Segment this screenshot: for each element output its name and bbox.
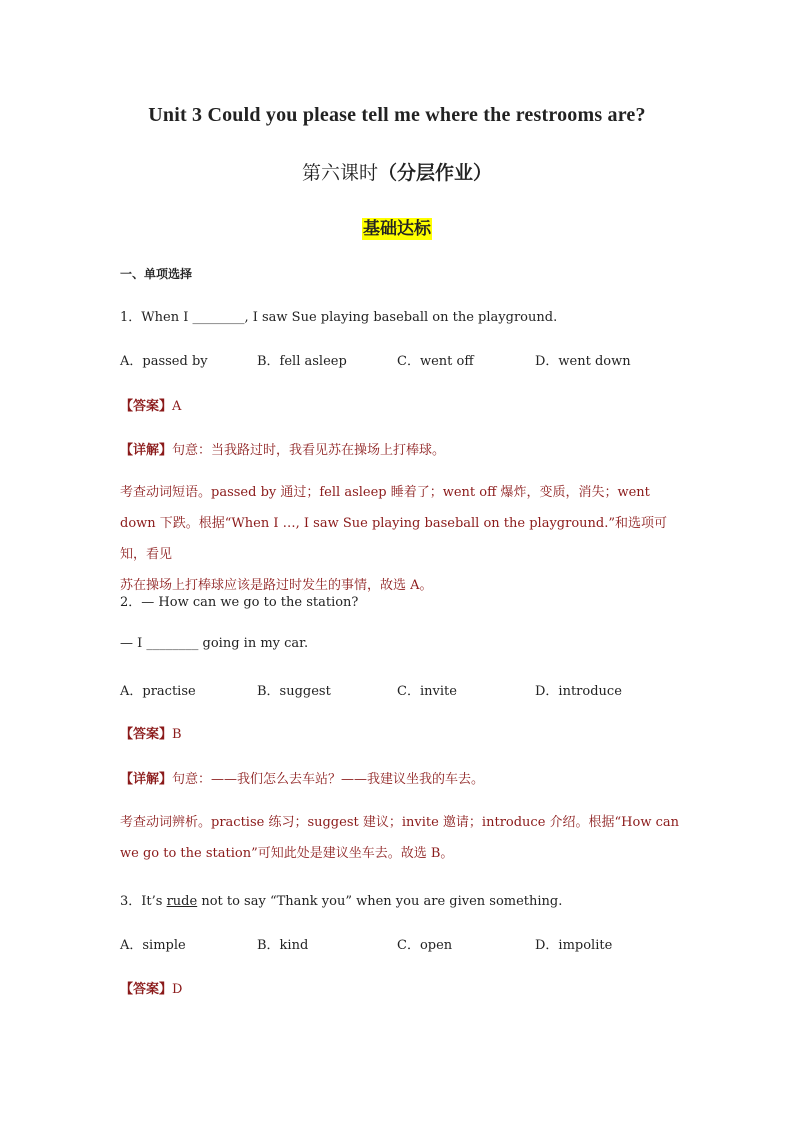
q3-option-a: A．simple xyxy=(120,938,186,953)
q3-stem-end: not to say “Thank you” when you are given something. xyxy=(197,894,563,909)
q1-explanation xyxy=(120,477,680,601)
lesson-type: （分层作业） xyxy=(378,162,493,184)
answer-tag: 【答案】 xyxy=(120,727,173,742)
answer-tag: 【答案】 xyxy=(120,982,173,997)
q1-option-c: C．went off xyxy=(397,354,474,369)
q2-explanation xyxy=(120,807,680,869)
level-label: 基础达标 xyxy=(363,219,431,239)
detail-tag: 【详解】 xyxy=(120,443,173,458)
level-heading xyxy=(0,214,794,239)
page-title: Unit 3 Could you please tell me where the restrooms are? xyxy=(148,104,646,126)
q2-detail-text: 句意：——我们怎么去车站？——我建议坐我的车去。 xyxy=(172,772,485,787)
q1-option-a: A．passed by xyxy=(120,354,208,369)
q1-stem: 1．When I ________, I saw Sue playing baseball on the playground. xyxy=(120,310,558,325)
q1-detail xyxy=(120,439,445,458)
section-heading: 一、单项选择 xyxy=(120,267,193,281)
answer-tag: 【答案】 xyxy=(120,399,173,414)
q2-stem-line-1: 2．— How can we go to the station? xyxy=(120,595,359,610)
q2-option-a: A．practise xyxy=(120,684,196,699)
q1-detail-text: 句意：当我路过时，我看见苏在操场上打棒球。 xyxy=(172,443,446,458)
detail-tag: 【详解】 xyxy=(120,772,173,787)
q2-option-d: D．introduce xyxy=(535,684,622,699)
q1-explanation-line-1: 考查动词短语。passed by 通过；fell asleep 睡着了；went off 爆炸，变质，消失；went xyxy=(120,485,650,500)
q1-explanation-line-3: 苏在操场上打棒球应该是路过时发生的事情，故选 A。 xyxy=(120,578,433,593)
lesson-number: 第六课时 xyxy=(301,162,378,184)
lesson-subtitle xyxy=(0,158,794,185)
q3-option-c: C．open xyxy=(397,938,453,953)
q3-stem xyxy=(120,890,562,909)
q2-detail xyxy=(120,768,484,787)
q3-answer-value: D xyxy=(172,982,183,997)
q1-option-d: D．went down xyxy=(535,354,631,369)
q3-option-b: B．kind xyxy=(257,938,309,953)
q1-answer xyxy=(120,395,181,414)
q3-option-d: D．impolite xyxy=(535,938,613,953)
q1-answer-value: A xyxy=(172,399,182,414)
q1-option-b: B．fell asleep xyxy=(257,354,347,369)
q3-stem-start: 3．It’s xyxy=(120,894,167,909)
q2-answer-value: B xyxy=(172,727,182,742)
q3-answer xyxy=(120,978,182,997)
q3-underlined-word: rude xyxy=(166,894,198,909)
q2-option-c: C．invite xyxy=(397,684,457,699)
q2-answer xyxy=(120,723,182,742)
q2-stem-line-2: — I ________ going in my car. xyxy=(120,636,309,651)
q2-option-b: B．suggest xyxy=(257,684,331,699)
q2-explanation-line-1: 考查动词辨析。practise 练习；suggest 建议；invite 邀请；introduce 介绍。根据“How can xyxy=(120,815,680,830)
q1-explanation-line-2: down 下跌。根据“When I …, I saw Sue playing baseball on the playground.”和选项可知，看见 xyxy=(120,516,667,562)
q2-explanation-line-2: we go to the station”可知此处是建议坐车去。故选 B。 xyxy=(120,846,454,861)
